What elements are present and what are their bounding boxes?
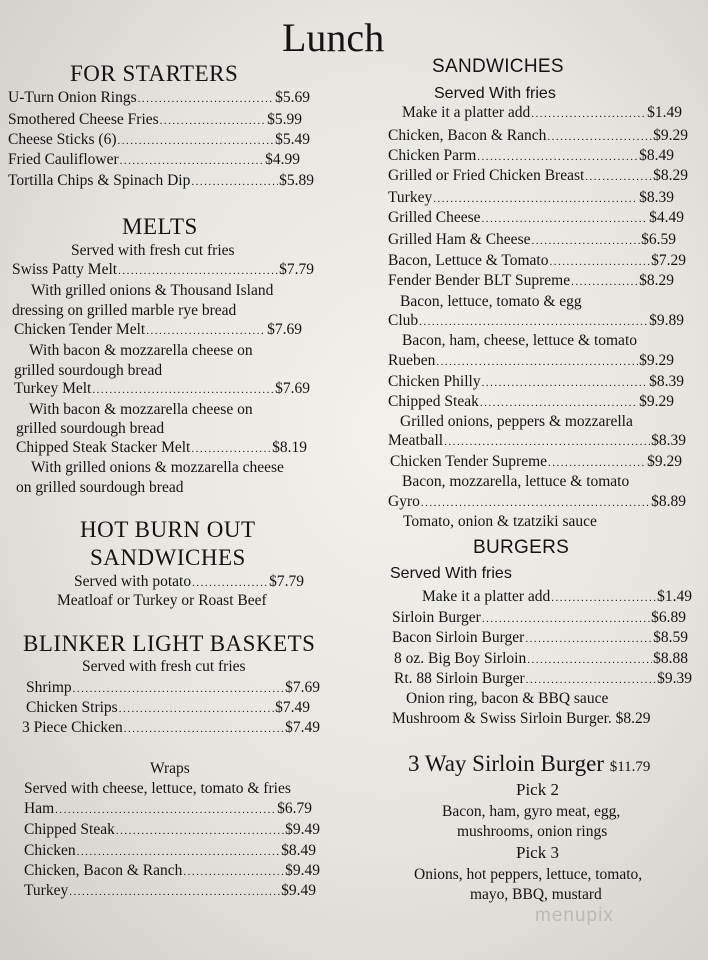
- item-description: mushrooms, onion rings: [457, 823, 608, 840]
- wraps-heading: Wraps: [150, 760, 190, 777]
- melts-subtitle: Served with fresh cut fries: [71, 242, 235, 259]
- menu-item: Sirloin Burger ..... $6.89: [392, 609, 686, 629]
- menu-item: Chicken Philly ..... $8.39: [388, 373, 684, 393]
- item-description: With grilled onions & Thousand Island: [31, 282, 274, 299]
- item-description: Bacon, ham, cheese, lettuce & tomato: [402, 332, 637, 349]
- menu-item: Served with potato ..... $7.79: [74, 573, 304, 593]
- menu-item: Ham ..... $6.79: [24, 800, 312, 820]
- three-way-title: 3 Way Sirloin Burger $11.79: [408, 751, 651, 776]
- baskets-heading: BLINKER LIGHT BASKETS: [23, 631, 316, 656]
- item-description: grilled sourdough bread: [14, 362, 163, 379]
- menu-item: Fried Cauliflower ..... $4.99: [8, 151, 300, 171]
- menu-item: Gyro ..... $8.89: [388, 493, 686, 513]
- platter-option: Make it a platter add ..... $1.49: [422, 588, 692, 608]
- item-description: Bacon, ham, gyro meat, egg,: [442, 803, 621, 820]
- menu-item: Grilled Cheese ..... $4.49: [388, 209, 684, 229]
- menu-item: Bacon Sirloin Burger ..... $8.59: [392, 629, 688, 649]
- menu-item: Club ..... $9.89: [388, 312, 684, 332]
- menu-item: Smothered Cheese Fries ..... $5.99: [8, 111, 302, 131]
- menu-item: Swiss Patty Melt ..... $7.79: [12, 261, 314, 281]
- platter-option: Make it a platter add ..... $1.49: [402, 104, 682, 124]
- item-description: Grilled onions, peppers & mozzarella: [400, 413, 633, 430]
- hot-heading: HOT BURN OUT: [80, 517, 256, 542]
- menu-item: Fender Bender BLT Supreme ..... $8.29: [388, 272, 674, 292]
- menu-item: Chicken ..... $8.49: [24, 842, 316, 862]
- menu-item: Turkey Melt ..... $7.69: [14, 380, 310, 400]
- baskets-subtitle: Served with fresh cut fries: [82, 658, 246, 675]
- sandwiches-heading: SANDWICHES: [432, 56, 564, 77]
- item-description: dressing on grilled marble rye bread: [12, 302, 237, 319]
- starters-heading: FOR STARTERS: [70, 61, 239, 86]
- menu-item: Chicken Tender Melt ..... $7.69: [14, 321, 302, 341]
- item-description: mayo, BBQ, mustard: [470, 886, 602, 903]
- menu-item: 3 Piece Chicken ..... $7.49: [22, 719, 320, 739]
- menu-item: Meatball ..... $8.39: [388, 432, 686, 452]
- menu-item: Shrimp ..... $7.69: [26, 679, 320, 699]
- item-description: Onions, hot peppers, lettuce, tomato,: [414, 866, 643, 883]
- item-description: Tomato, onion & tzatziki sauce: [403, 513, 597, 530]
- menu-item: Rt. 88 Sirloin Burger ..... $9.39: [394, 670, 692, 690]
- menu-item: Chipped Steak ..... $9.49: [24, 821, 320, 841]
- item-description: Bacon, lettuce, tomato & egg: [400, 293, 582, 310]
- menu-item: Grilled Ham & Cheese ..... $6.59: [388, 231, 676, 251]
- item-description: on grilled sourdough bread: [16, 479, 184, 496]
- page-title: Lunch: [282, 15, 385, 60]
- pick-3-label: Pick 3: [516, 843, 559, 862]
- menu-item: Chicken Parm ..... $8.49: [388, 147, 674, 167]
- menu-item: Bacon, Lettuce & Tomato ..... $7.29: [388, 252, 686, 272]
- menu-item: Chicken, Bacon & Ranch ..... $9.49: [24, 862, 320, 882]
- item-description: With bacon & mozzarella cheese on: [29, 401, 253, 418]
- menu-item: Chipped Steak ..... $9.29: [388, 393, 674, 413]
- sandwiches-subtitle: Served With fries: [434, 85, 556, 102]
- wraps-subtitle: Served with cheese, lettuce, tomato & fries: [24, 780, 291, 797]
- menu-item: Turkey ..... $9.49: [24, 882, 316, 902]
- hot-heading-2: SANDWICHES: [90, 545, 246, 570]
- burgers-subtitle: Served With fries: [390, 565, 512, 582]
- pick-2-label: Pick 2: [516, 780, 559, 799]
- menu-item: Chicken Tender Supreme ..... $9.29: [390, 453, 682, 473]
- menu-item: Chicken Strips ..... $7.49: [26, 699, 310, 719]
- menu-item: Mushroom & Swiss Sirloin Burger. $8.29: [392, 710, 651, 727]
- menu-item: Tortilla Chips & Spinach Dip ..... $5.89: [8, 172, 314, 192]
- menu-item: Chipped Steak Stacker Melt ..... $8.19: [16, 439, 307, 459]
- item-description: With bacon & mozzarella cheese on: [29, 342, 253, 359]
- item-description: Bacon, mozzarella, lettuce & tomato: [402, 473, 630, 490]
- menu-item: Turkey ..... $8.39: [388, 189, 674, 209]
- menu-item: Grilled or Fried Chicken Breast ..... $8.29: [388, 167, 688, 187]
- item-description: Meatloaf or Turkey or Roast Beef: [57, 592, 267, 609]
- item-description: With grilled onions & mozzarella cheese: [31, 459, 284, 476]
- melts-heading: MELTS: [122, 214, 198, 239]
- menu-item: Chicken, Bacon & Ranch ..... $9.29: [388, 127, 688, 147]
- menu-item: Cheese Sticks (6) ..... $5.49: [8, 131, 310, 151]
- item-description: Onion ring, bacon & BBQ sauce: [406, 690, 609, 707]
- item-description: grilled sourdough bread: [16, 420, 165, 437]
- menu-item: U-Turn Onion Rings ..... $5.69: [8, 89, 310, 109]
- menu-item: 8 oz. Big Boy Sirloin ..... $8.88: [394, 650, 688, 670]
- menu-item: Rueben ..... $9.29: [388, 352, 674, 372]
- watermark: menupix: [535, 905, 614, 926]
- burgers-heading: BURGERS: [473, 537, 570, 558]
